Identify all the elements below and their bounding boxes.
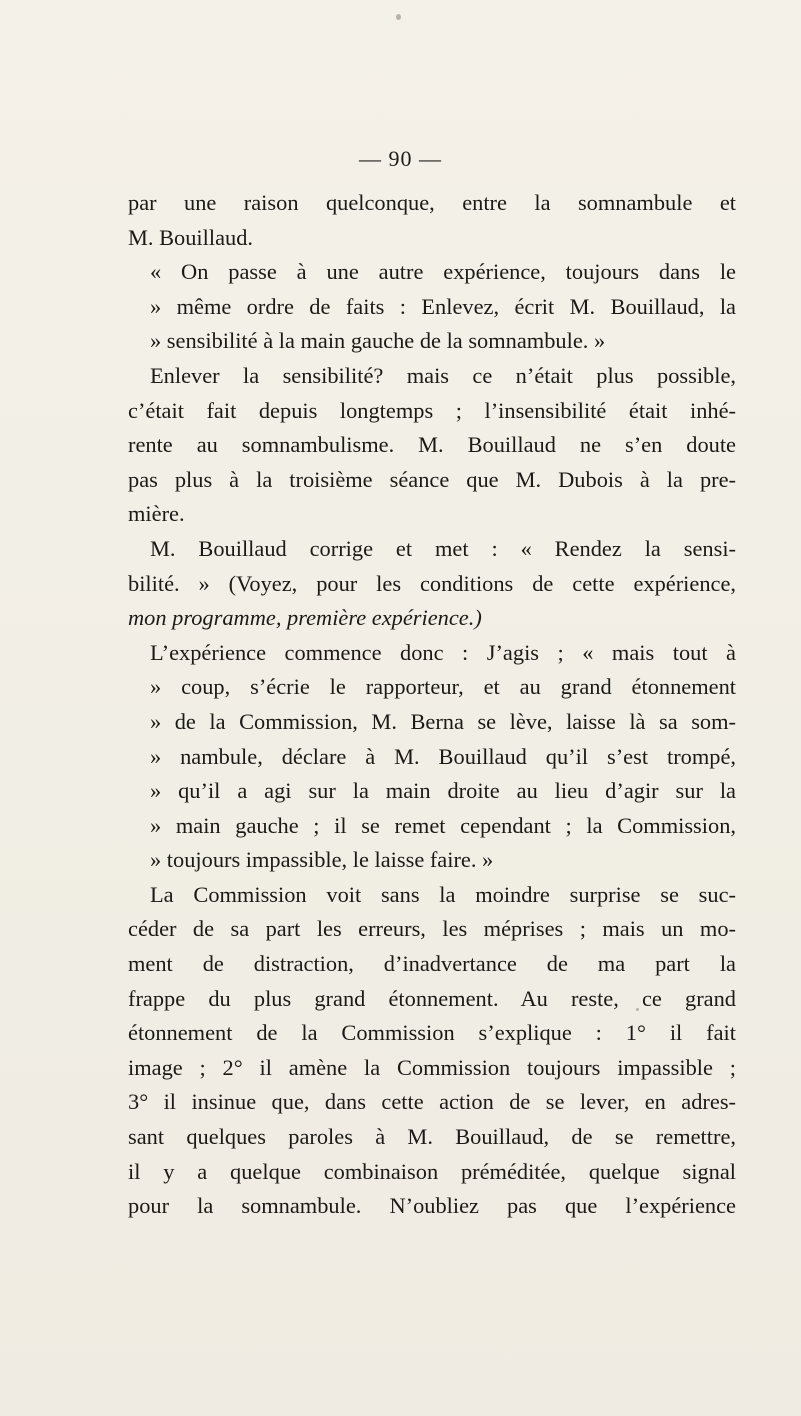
text-line: mon programme, première expérience.) bbox=[128, 605, 482, 631]
text-line: par une raison quelconque, entre la somnambule et bbox=[128, 190, 736, 215]
body-text bbox=[128, 186, 736, 1224]
text-line: pour la somnambule. N’oubliez pas que l’expérience bbox=[128, 1193, 736, 1219]
text-line: rente au somnambulisme. M. Bouillaud ne s’en doute bbox=[128, 432, 736, 458]
text-line: 3° il insinue que, dans cette action de se lever, en adres- bbox=[128, 1089, 736, 1115]
text-line: M. Bouillaud corrige et met : « Rendez la sensi- bbox=[150, 535, 736, 561]
text-line: image ; 2° il amène la Commission toujours impassible ; bbox=[128, 1054, 736, 1080]
text-line: » nambule, déclare à M. Bouillaud qu’il s’est trompé, bbox=[150, 743, 736, 769]
text-line: » main gauche ; il se remet cependant ; la Commission, bbox=[150, 812, 736, 838]
text-line: bilité. » (Voyez, pour les conditions de cette expérience, bbox=[128, 570, 736, 596]
text-line: « On passe à une autre expérience, toujours dans le bbox=[150, 259, 736, 285]
text-line: c’était fait depuis longtemps ; l’insensibilité était inhé- bbox=[128, 397, 736, 423]
text-line: » de la Commission, M. Berna se lève, laisse là sa som- bbox=[150, 708, 736, 734]
text-line: étonnement de la Commission s’explique : 1° il fait bbox=[128, 1020, 736, 1046]
text-line: ment de distraction, d’inadvertance de ma part la bbox=[128, 951, 736, 977]
text-line: M. Bouillaud. bbox=[128, 224, 254, 250]
text-line: » sensibilité à la main gauche de la somnambule. » bbox=[150, 328, 606, 354]
text-line: » coup, s’écrie le rapporteur, et au grand étonnement bbox=[150, 674, 736, 700]
text-line: L’expérience commence donc : J’agis ; « mais tout à bbox=[150, 639, 736, 665]
text-line: mière. bbox=[128, 501, 185, 527]
text-line: pas plus à la troisième séance que M. Dubois à la pre- bbox=[128, 466, 736, 492]
text-line: céder de sa part les erreurs, les méprises ; mais un mo- bbox=[128, 916, 736, 942]
page-number: — 90 — bbox=[359, 146, 442, 171]
text-line: La Commission voit sans la moindre surprise se suc- bbox=[150, 881, 736, 907]
text-line: » toujours impassible, le laisse faire. » bbox=[150, 847, 494, 873]
text-line: sant quelques paroles à M. Bouillaud, de se remettre, bbox=[128, 1124, 736, 1150]
ink-spot bbox=[396, 14, 401, 20]
text-line: » même ordre de faits : Enlevez, écrit M. Bouillaud, la bbox=[150, 293, 736, 319]
text-line: il y a quelque combinaison préméditée, quelque signal bbox=[128, 1158, 736, 1184]
text-line: Enlever la sensibilité? mais ce n’était plus possible, bbox=[150, 362, 736, 388]
text-line: » qu’il a agi sur la main droite au lieu d’agir sur la bbox=[150, 778, 736, 804]
text-line: frappe du plus grand étonnement. Au reste, ce grand bbox=[128, 985, 736, 1011]
